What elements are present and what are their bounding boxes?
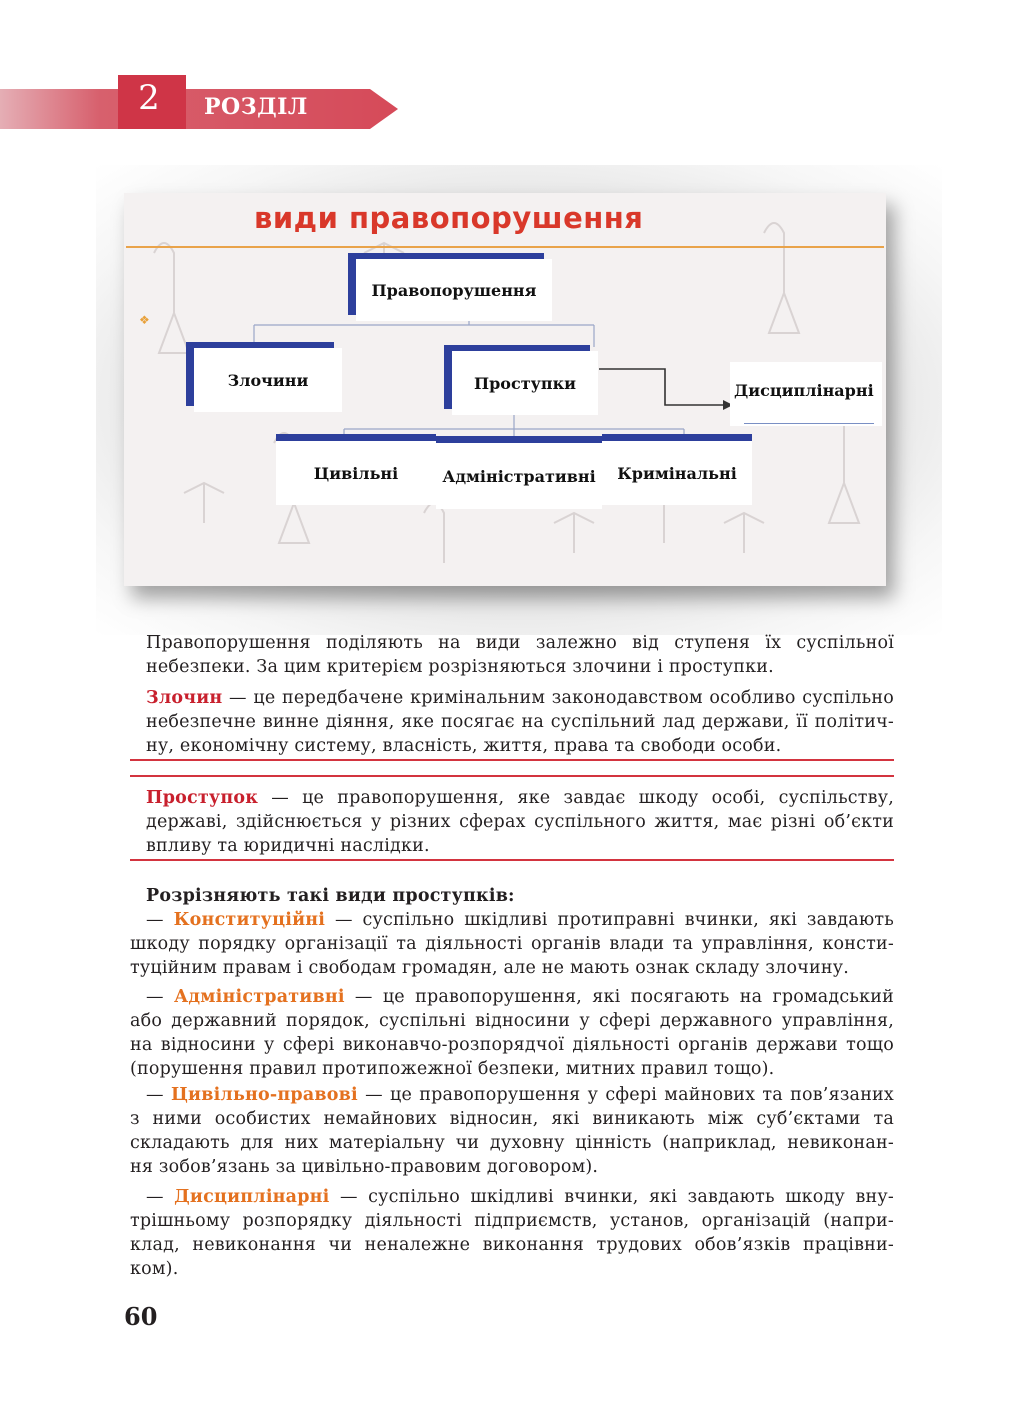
chapter-number: 2 — [138, 78, 160, 118]
text-line: ну, економічну систему, власність, життя, права та свободи особи. — [146, 736, 782, 756]
diagram-node-administrative: Адміністративні — [436, 443, 602, 509]
dash: — — [146, 910, 174, 930]
intro-paragraph — [146, 631, 894, 679]
diagram-title: види правопорушення — [254, 201, 644, 235]
text-line: або державний порядок, суспільні відносини у сфері державного управління, — [130, 1011, 894, 1031]
administrative-term: Адміністративні — [173, 987, 345, 1007]
administrative-type — [130, 985, 894, 1081]
dash: — — [146, 1187, 175, 1207]
text-line: (порушення правил протипожежної безпеки, митних правил тощо). — [130, 1059, 775, 1079]
crime-definition — [146, 686, 894, 758]
page-number: 60 — [124, 1302, 158, 1331]
misdemeanor-types — [130, 884, 894, 980]
dash: — — [146, 987, 174, 1007]
constitutional-term: Конституційні — [173, 910, 326, 930]
crime-term: Злочин — [146, 688, 223, 708]
text-line: Правопорушення поділяють на види залежно від ступеня їх суспільної — [146, 633, 894, 653]
text-line: — суспільно шкідливі протиправні вчинки, які завдають — [325, 910, 894, 930]
disciplinary-type — [130, 1185, 894, 1281]
text-line: — це правопорушення, які посягають на громадський — [344, 987, 895, 1007]
text-line: ня зобов’язань за цивільно-правовим договором). — [130, 1157, 599, 1177]
text-line: на відносини у сфері виконавчо-розпорядчої діяльності органів держави тощо — [130, 1035, 894, 1055]
diagram-node-civil: Цивільні — [276, 441, 436, 505]
chapter-banner — [0, 75, 398, 129]
diagram-node-misdemeanors: Проступки — [452, 351, 598, 415]
text-line: небезпеки. За цим критерієм розрізняються злочини і проступки. — [146, 657, 774, 677]
types-heading: Розрізняють такі види проступків: — [146, 886, 515, 906]
misdemeanor-term: Проступок — [146, 788, 259, 808]
divider-line — [130, 759, 894, 761]
diagram-node-offense: Правопорушення — [356, 259, 552, 321]
divider-line — [130, 859, 894, 861]
text-line: клад, невиконання чи неналежне виконання трудових обов’язків працівни- — [130, 1235, 894, 1255]
diagram-node-disciplinary: Дисциплінарні — [734, 381, 874, 400]
text-line: — суспільно шкідливі вчинки, які завдають шкоду вну- — [329, 1187, 894, 1207]
text-line: впливу та юридичні наслідки. — [146, 836, 430, 856]
divider-line — [130, 775, 894, 777]
civil-type — [130, 1083, 894, 1179]
text-line: трішньому розпорядку діяльності підприємств, установ, організацій (напри- — [130, 1211, 894, 1231]
text-line: шкоду порядку організації та діяльності органів влади та управління, консти- — [130, 934, 894, 954]
disciplinary-underline — [744, 423, 874, 424]
text-line: державі, здійснюється у різних сферах суспільного життя, має різні об’єкти — [146, 812, 894, 832]
text-line: — це правопорушення, яке завдає шкоду особі, суспільству, — [258, 788, 894, 808]
misdemeanor-definition — [146, 786, 894, 858]
text-line: туційним правам і свободам громадян, але не мають ознак складу злочину. — [130, 958, 849, 978]
text-line: небезпечне винне діяння, яке посягає на суспільний лад держави, її політич- — [146, 712, 894, 732]
text-line: — це передбачене кримінальним законодавством особливо суспільно — [222, 688, 894, 708]
dash: — — [146, 1085, 171, 1105]
disciplinary-term: Дисциплінарні — [174, 1187, 330, 1207]
diagram-node-crimes: Злочини — [194, 348, 342, 412]
diagram-node-criminal: Кримінальні — [602, 441, 752, 505]
text-line: ком). — [130, 1259, 179, 1279]
text-line: — це правопорушення у сфері майнових та пов’язаних — [357, 1085, 894, 1105]
civil-term: Цивільно-правові — [170, 1085, 358, 1105]
chapter-label: РОЗДІЛ — [204, 94, 308, 120]
text-line: складають для них матеріальну чи духовну цінність (наприклад, невиконан- — [130, 1133, 894, 1153]
diamond-bullet-icon: ❖ — [139, 313, 150, 327]
text-line: з ними особистих немайнових відносин, які виникають між суб’єктами та — [130, 1109, 894, 1129]
